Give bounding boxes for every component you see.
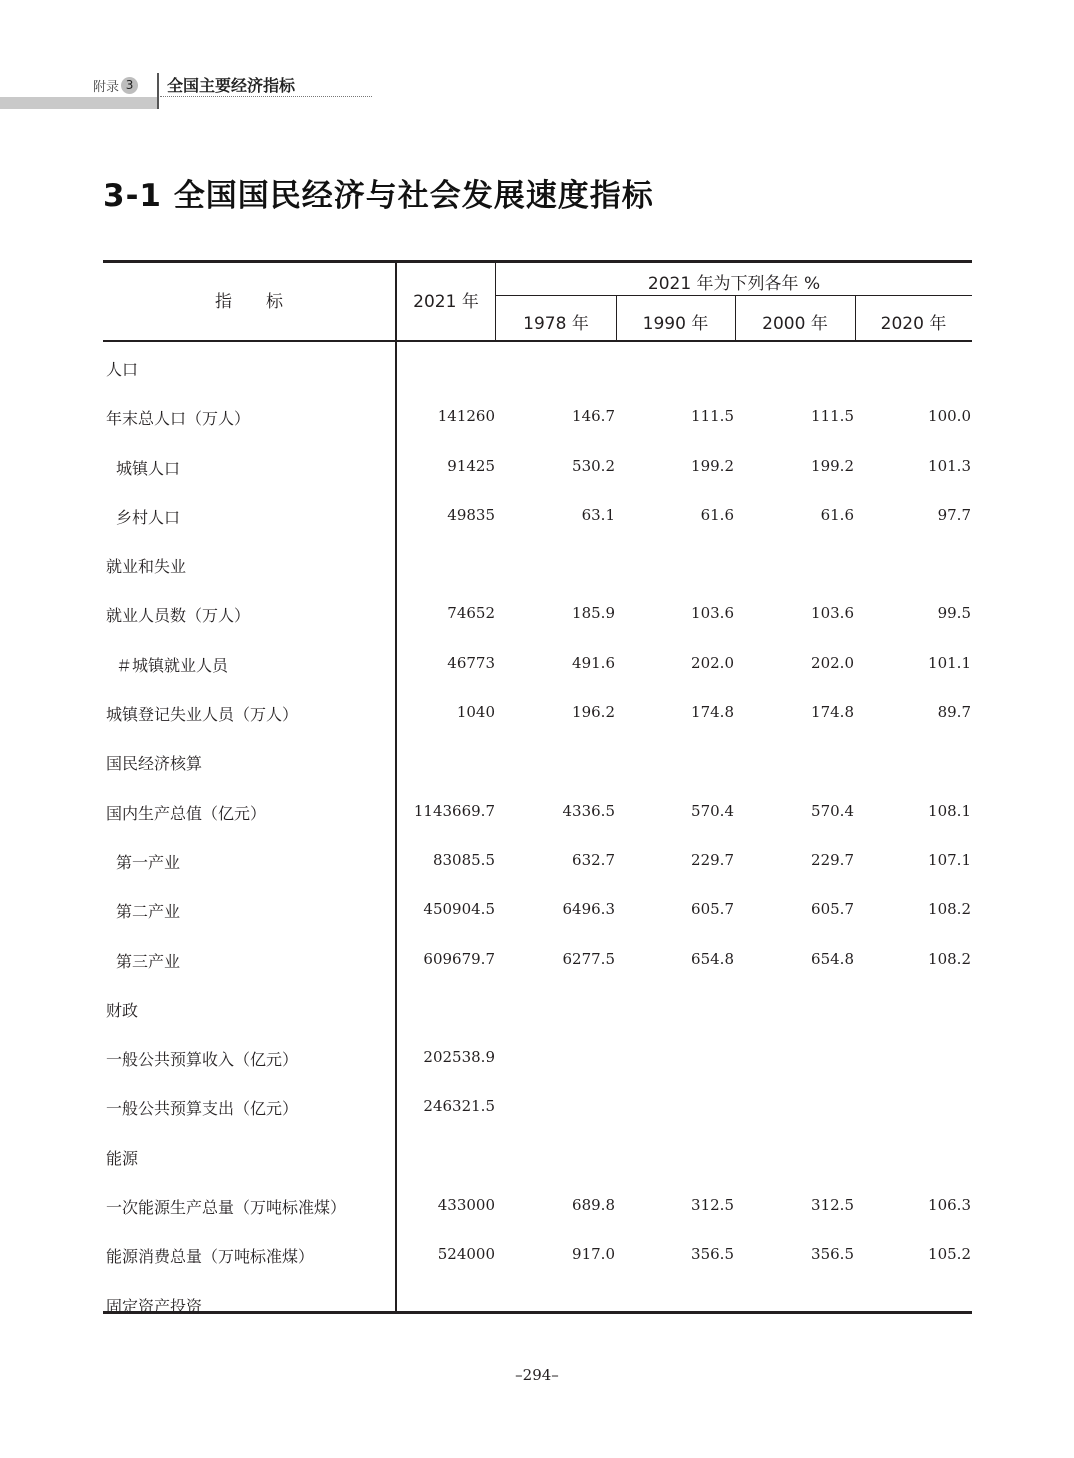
row-label: 第三产业 bbox=[116, 951, 181, 971]
table-row bbox=[103, 935, 972, 984]
row-label: 财政 bbox=[106, 1000, 139, 1020]
row-value: 229.7 bbox=[691, 850, 734, 869]
row-label: 就业和失业 bbox=[106, 557, 187, 577]
row-value: 689.8 bbox=[572, 1196, 615, 1215]
table-row bbox=[103, 787, 972, 836]
page-title: 3-1 全国国民经济与社会发展速度指标 bbox=[103, 178, 654, 214]
row-value: 46773 bbox=[447, 653, 495, 672]
header-bottom-rule bbox=[103, 340, 972, 342]
indicator-header: 指 标 bbox=[215, 292, 283, 312]
row-value: 61.6 bbox=[700, 505, 734, 524]
row-value: 106.3 bbox=[928, 1196, 971, 1215]
row-value: 312.5 bbox=[811, 1196, 854, 1215]
row-value: 174.8 bbox=[691, 703, 734, 722]
table-row bbox=[103, 984, 972, 1033]
table-row bbox=[103, 343, 972, 392]
header-dotted-rule bbox=[160, 96, 372, 97]
row-label: 城镇登记失业人员（万人） bbox=[106, 705, 299, 725]
row-value: 1040 bbox=[456, 703, 495, 722]
row-value: 356.5 bbox=[691, 1245, 734, 1264]
appendix-number-badge: 3 bbox=[121, 77, 138, 94]
row-value: 4336.5 bbox=[562, 801, 615, 820]
row-value: 246321.5 bbox=[423, 1097, 495, 1116]
row-value: 609679.7 bbox=[423, 949, 495, 968]
row-value: 111.5 bbox=[811, 407, 854, 426]
row-value: 229.7 bbox=[811, 850, 854, 869]
table-row bbox=[103, 1181, 972, 1230]
col-header-2000: 2000 年 bbox=[762, 314, 828, 334]
row-value: 74652 bbox=[447, 604, 495, 623]
row-label: 乡村人口 bbox=[116, 507, 181, 527]
row-value: 49835 bbox=[447, 505, 495, 524]
table-row bbox=[103, 442, 972, 491]
row-value: 174.8 bbox=[811, 703, 854, 722]
table-row bbox=[103, 737, 972, 786]
row-value: 141260 bbox=[437, 407, 495, 426]
row-value: 99.5 bbox=[937, 604, 971, 623]
row-value: 61.6 bbox=[820, 505, 854, 524]
row-value: 312.5 bbox=[691, 1196, 734, 1215]
row-label: ＃城镇就业人员 bbox=[116, 655, 229, 675]
row-value: 101.3 bbox=[928, 456, 971, 475]
row-value: 491.6 bbox=[572, 653, 615, 672]
row-value: 605.7 bbox=[691, 900, 734, 919]
comparison-group-header: 2021 年为下列各年 % bbox=[647, 274, 821, 294]
indicator-table bbox=[103, 260, 972, 1314]
table-row bbox=[103, 836, 972, 885]
row-value: 196.2 bbox=[572, 703, 615, 722]
row-value: 108.1 bbox=[928, 801, 971, 820]
row-value: 105.2 bbox=[928, 1245, 971, 1264]
row-value: 433000 bbox=[437, 1196, 495, 1215]
row-value: 108.2 bbox=[928, 900, 971, 919]
appendix-tag-label: 附录 bbox=[93, 79, 120, 95]
row-label: 一般公共预算收入（亿元） bbox=[106, 1050, 299, 1070]
running-header-title: 全国主要经济指标 bbox=[167, 76, 296, 95]
row-label: 国民经济核算 bbox=[106, 754, 203, 774]
row-value: 111.5 bbox=[691, 407, 734, 426]
row-value: 199.2 bbox=[691, 456, 734, 475]
group-header-rule bbox=[496, 295, 972, 296]
row-label: 第二产业 bbox=[116, 902, 181, 922]
row-value: 97.7 bbox=[937, 505, 971, 524]
row-label: 城镇人口 bbox=[116, 458, 181, 478]
row-label: 能源消费总量（万吨标准煤） bbox=[106, 1247, 315, 1267]
year-2021-header: 2021 年 bbox=[413, 292, 479, 312]
row-value: 101.1 bbox=[928, 653, 971, 672]
row-value: 63.1 bbox=[581, 505, 615, 524]
col-header-2020: 2020 年 bbox=[880, 314, 947, 334]
row-value: 202.0 bbox=[691, 653, 734, 672]
row-value: 654.8 bbox=[811, 949, 854, 968]
table-row bbox=[103, 1082, 972, 1131]
row-value: 107.1 bbox=[928, 850, 971, 869]
row-value: 356.5 bbox=[811, 1245, 854, 1264]
row-value: 202.0 bbox=[811, 653, 854, 672]
row-value: 108.2 bbox=[928, 949, 971, 968]
table-row bbox=[103, 540, 972, 589]
row-value: 524000 bbox=[437, 1245, 495, 1264]
table-row bbox=[103, 392, 972, 441]
row-value: 917.0 bbox=[572, 1245, 615, 1264]
row-label: 能源 bbox=[106, 1148, 139, 1168]
row-value: 6496.3 bbox=[562, 900, 615, 919]
table-row bbox=[103, 1230, 972, 1279]
row-value: 632.7 bbox=[572, 850, 615, 869]
row-value: 185.9 bbox=[572, 604, 615, 623]
row-value: 89.7 bbox=[937, 703, 971, 722]
row-label: 人口 bbox=[106, 360, 139, 379]
row-value: 83085.5 bbox=[432, 850, 495, 869]
page-number: –294– bbox=[515, 1366, 559, 1384]
col-header-1978: 1978 年 bbox=[523, 314, 589, 334]
header-band bbox=[0, 97, 157, 109]
table-row bbox=[103, 589, 972, 638]
appendix-tag bbox=[93, 74, 138, 96]
table-row bbox=[103, 688, 972, 737]
row-value: 6277.5 bbox=[562, 949, 615, 968]
row-value: 530.2 bbox=[572, 456, 615, 475]
table-row bbox=[103, 1033, 972, 1082]
row-label: 国内生产总值（亿元） bbox=[106, 803, 267, 823]
row-label: 第一产业 bbox=[116, 852, 181, 872]
row-label: 一次能源生产总量（万吨标准煤） bbox=[106, 1198, 347, 1218]
row-value: 605.7 bbox=[811, 900, 854, 919]
table-row bbox=[103, 885, 972, 934]
table-row bbox=[103, 1132, 972, 1181]
row-value: 570.4 bbox=[691, 801, 734, 820]
row-value: 146.7 bbox=[572, 407, 615, 426]
row-value: 654.8 bbox=[691, 949, 734, 968]
row-label: 就业人员数（万人） bbox=[106, 606, 251, 626]
row-value: 1143669.7 bbox=[413, 801, 495, 820]
row-value: 103.6 bbox=[811, 604, 854, 623]
row-value: 202538.9 bbox=[423, 1048, 495, 1067]
table-row bbox=[103, 1280, 972, 1329]
row-label: 年末总人口（万人） bbox=[106, 409, 251, 429]
row-label: 一般公共预算支出（亿元） bbox=[106, 1099, 299, 1119]
row-value: 570.4 bbox=[811, 801, 854, 820]
col-header-1990: 1990 年 bbox=[642, 314, 709, 334]
table-body bbox=[103, 343, 972, 1329]
row-value: 100.0 bbox=[928, 407, 971, 426]
row-value: 91425 bbox=[447, 456, 495, 475]
row-value: 103.6 bbox=[691, 604, 734, 623]
row-label: 固定资产投资 bbox=[106, 1296, 203, 1316]
header-divider bbox=[157, 73, 159, 109]
table-top-rule bbox=[103, 260, 972, 263]
row-value: 450904.5 bbox=[423, 900, 495, 919]
table-row bbox=[103, 639, 972, 688]
row-value: 199.2 bbox=[811, 456, 854, 475]
table-row bbox=[103, 491, 972, 540]
